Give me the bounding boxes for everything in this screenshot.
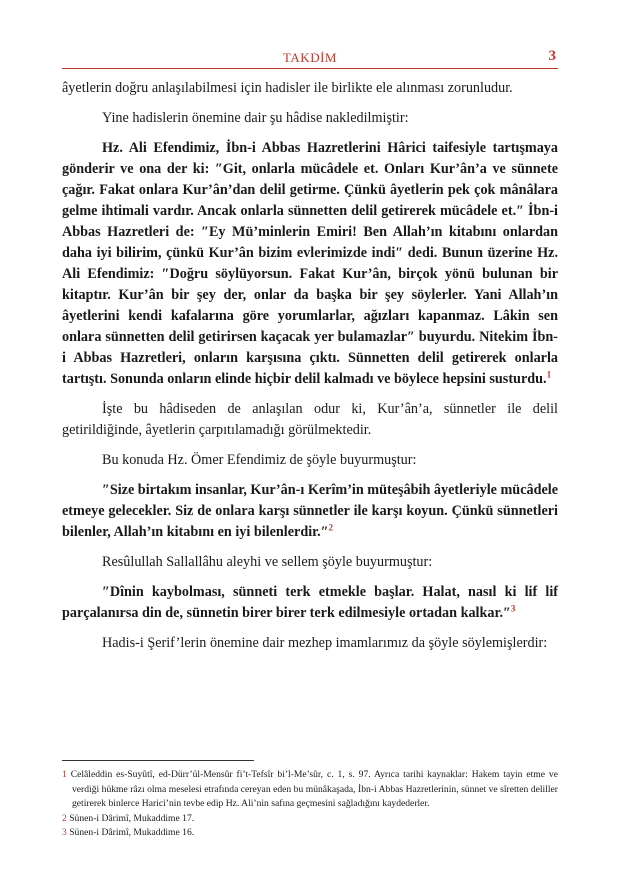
footnote-text: Celâleddin es-Suyûtî, ed-Dürr’ül-Mensûr fi’t-Tefsîr bi’l-Me’sûr, c. 1, s. 97. Ayrıca tarihi kaynaklar: Hakem tayin etme ve verdiği hükme râzı olma meselesi etrafında cereyan eden bu münâkaşada, İbn-i Abbas Hazretlerinin, sünnet ve sîretten deliller getirerek binlerce Harici’nin tevbe edip Hz. Ali’nin safına geçmesini sağladığını kaydederler. — [70, 769, 558, 809]
footnote-divider — [62, 760, 254, 761]
paragraph-continuation: âyetlerin doğru anlaşılabilmesi için hadisler ile birlikte ele alınması zorunludur. — [62, 80, 513, 96]
quote-hz-ali-text: Hz. Ali Efendimiz, İbn-i Abbas Hazretlerini Hârici taifesiyle tartışmaya gönderir ve ona der ki: ″Git, onlarla mücâdele et. Onları Kur’ân’a ve sünnete çağır. Fakat onlara Kur’ân’dan delil getirme. Çünkü âyetlerin pek çok mânâlara gelme ihtimali vardır. Ancak onlarla sünnetten delil getirerek mücâdele et.″ İbn-i Abbas Hazretleri de: ″Ey Mü’minlerin Emiri! Ben Allah’ın kitabını onlardan daha iyi bilirim, çünkü Kur’ân bizim evlerimizde indi″ dedi. Bunun üzerine Hz. Ali Efendimiz: ″Doğru söylüyorsun. Fakat Kur’ân, birçok yönü bulunan bir kitaptır. Kur’ân bir şey der, onlar da başka bir şey söylerler. Yani Allah’ın âyetlerini kendi kafalarına göre yorumlarlar, ağızları kapanmaz. Lâkin sen onlara sünnetten delil getirirsen kaçacak yer bulamazlar″ buyurdu. Nitekim İbn-i Abbas Hazretleri, onların karşısına çıktı. Sünnetten delil getirerek onlarla tartıştı. Sonunda onların elinde hiçbir delil kalmadı ve böylece hepsini susturdu. — [62, 140, 558, 387]
footnote-1 — [62, 768, 558, 812]
page-body — [62, 78, 558, 654]
footnote-ref-2[interactable]: 2 — [328, 522, 334, 533]
quote-hadith — [62, 582, 558, 624]
footnote-2 — [62, 812, 558, 827]
quote-hz-omer — [62, 480, 558, 543]
page-number: 3 — [548, 48, 556, 64]
running-header — [62, 48, 558, 69]
quote-hz-omer-text: ″Size birtakım insanlar, Kur’ân-ı Kerîm’in müteşâbih âyetleriyle mücâdele etmeye gelecekler. Siz de onlara karşı sünnetler ile karşı koyun. Çünkü sünnetleri bilenler, Allah’ın kitabını en iyi bilenlerdir.″ — [62, 482, 559, 540]
paragraph-conclusion: İşte bu hâdiseden de anlaşılan odur ki, Kur’ân’a, sünnetler ile delil getirildiğinde, âyetlerin çarpıtılamadığı görülmektedir. — [62, 401, 558, 438]
paragraph-imams-intro: Hadis-i Şerif’lerin önemine dair mezhep imamlarımız da şöyle söylemişlerdir: — [102, 635, 548, 651]
quote-hz-ali — [62, 138, 558, 390]
footnote-number: 3 — [62, 827, 67, 838]
footnotes — [62, 768, 558, 841]
paragraph-intro-hadise: Yine hadislerin önemine dair şu hâdise nakledilmiştir: — [102, 110, 409, 126]
paragraph-rasulullah-intro: Resûlullah Sallallâhu aleyhi ve sellem şöyle buyurmuştur: — [102, 554, 433, 570]
footnote-number: 2 — [62, 812, 67, 824]
footnote-3 — [62, 826, 558, 841]
paragraph-hz-omer-intro: Bu konuda Hz. Ömer Efendimiz de şöyle buyurmuştur: — [102, 452, 417, 468]
header-title: TAKDİM — [283, 50, 337, 65]
quote-hadith-text: ″Dînin kaybolması, sünneti terk etmekle başlar. Halat, nasıl ki lif lif parçalanırsa din de, sünnetin birer birer terk edilmesiyle ortadan kalkar.″ — [62, 584, 558, 621]
footnote-number: 1 — [62, 769, 67, 780]
footnote-ref-3[interactable]: 3 — [510, 603, 516, 614]
footnote-text: Sünen-i Dârimî, Mukaddime 16. — [69, 827, 195, 838]
footnote-ref-1[interactable]: 1 — [546, 369, 552, 380]
footnote-text: Sünen-i Dârimî, Mukaddime 17. — [69, 812, 195, 824]
